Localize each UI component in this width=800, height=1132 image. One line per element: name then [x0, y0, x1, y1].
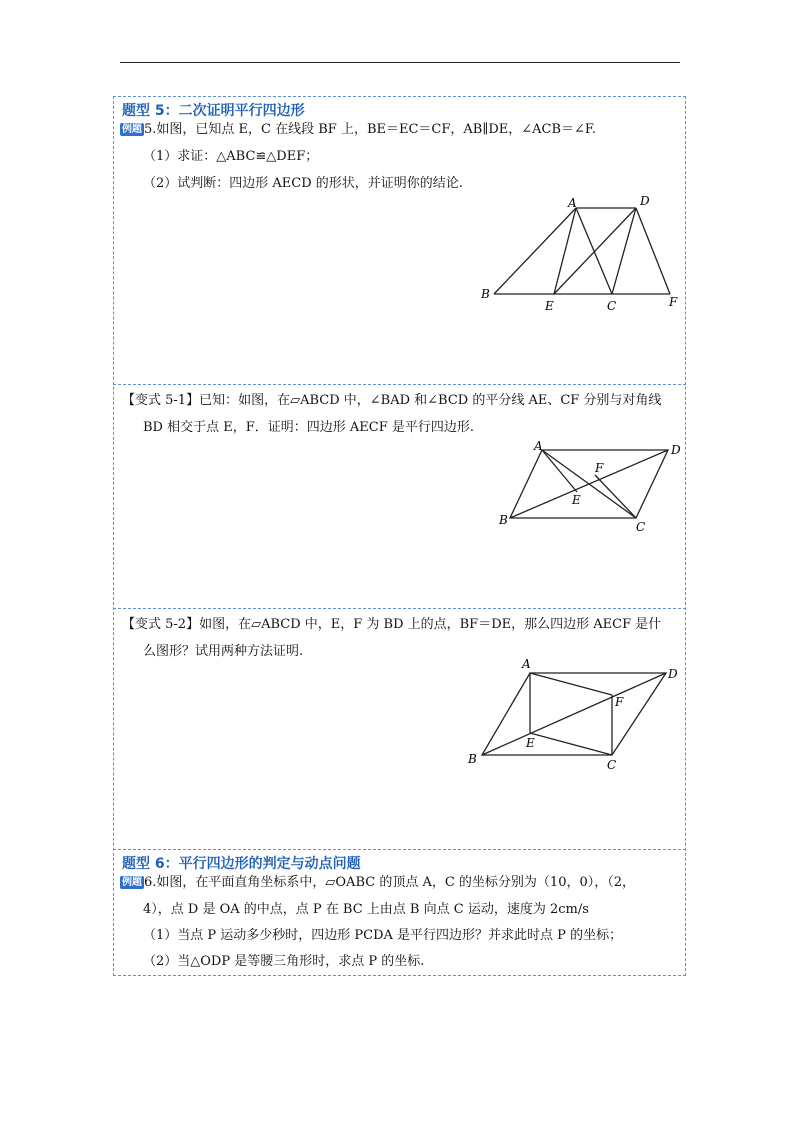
fig2-label-F: F [595, 461, 604, 475]
variant52-line2: 么图形？试用两种方法证明. [143, 644, 304, 659]
section-heading-type6: 题型 6：平行四边形的判定与动点问题 [122, 856, 361, 872]
fig3-label-E: E [526, 736, 535, 750]
fig3-label-F: F [615, 695, 624, 709]
variant52-line1: 【变式 5-2】如图，在▱ABCD 中，E，F 为 BD 上的点，BF＝DE，那么四边形 AECF 是什 [122, 617, 662, 632]
example-tag: 例题 [122, 877, 142, 888]
figure-variant52 [464, 653, 688, 773]
fig3-label-D: D [668, 667, 678, 681]
fig2-label-C: C [636, 520, 646, 534]
variant51-line2: BD 相交于点 E，F．证明：四边形 AECF 是平行四边形. [143, 420, 474, 435]
section-heading-type5: 题型 5：二次证明平行四边形 [122, 103, 305, 119]
example6-part1: （1）当点 P 运动多少秒时，四边形 PCDA 是平行四边形？并求此时点 P 的坐标； [143, 928, 623, 943]
fig1-label-C: C [607, 299, 617, 313]
example5-text: 5.如图，已知点 E，C 在线段 BF 上，BE＝EC＝CF，AB∥DE，∠ACB＝∠F. [144, 122, 597, 137]
example6-line2: 4），点 D 是 OA 的中点，点 P 在 BC 上由点 B 向点 C 运动，速度为 2cm/s [143, 902, 589, 917]
variant51-line1: 【变式 5-1】已知：如图，在▱ABCD 中，∠BAD 和∠BCD 的平分线 AE、CF 分别与对角线 [122, 393, 662, 408]
fig1-label-B: B [481, 287, 490, 301]
example6-text: 6.如图，在平面直角坐标系中，▱OABC 的顶点 A，C 的坐标分别为（10，0），（2， [144, 875, 636, 890]
example-tag: 例题 [122, 124, 142, 135]
divider-var52 [113, 608, 686, 609]
example5-statement [120, 118, 596, 137]
fig1-label-F: F [669, 295, 678, 309]
example6-statement [120, 871, 635, 890]
figure-example5 [478, 190, 688, 315]
divider-top [113, 96, 686, 97]
fig1-label-D: D [640, 194, 650, 208]
fig3-label-C: C [607, 758, 617, 772]
fig1-label-A: A [568, 196, 577, 210]
figure-variant51 [494, 437, 690, 535]
fig2-label-E: E [572, 493, 581, 507]
divider-bottom [113, 975, 686, 976]
fig2-label-D: D [671, 443, 681, 457]
fig1-label-E: E [545, 299, 554, 313]
fig2-label-A: A [534, 439, 543, 453]
fig2-label-B: B [499, 513, 508, 527]
divider-type6 [113, 849, 686, 850]
divider-var51 [113, 384, 686, 385]
fig3-label-A: A [522, 657, 531, 671]
example5-part1: （1）求证：△ABC≌△DEF； [143, 149, 319, 164]
example6-part2: （2）当△ODP 是等腰三角形时，求点 P 的坐标. [143, 954, 425, 969]
example5-part2: （2）试判断：四边形 AECD 的形状，并证明你的结论. [143, 176, 463, 191]
page-top-rule [120, 62, 680, 63]
fig3-label-B: B [468, 752, 477, 766]
